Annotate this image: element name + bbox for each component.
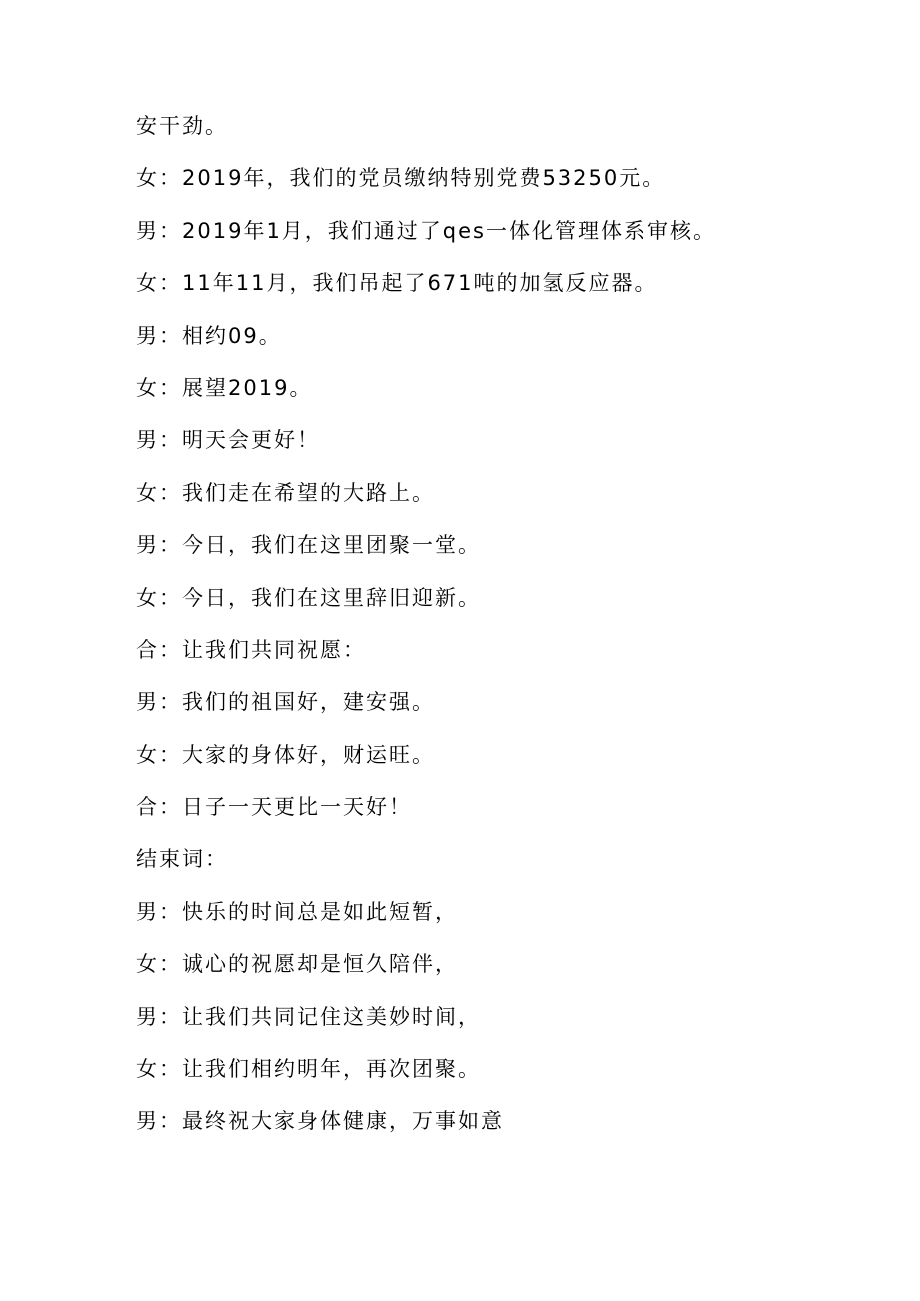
text-line: 女：诚心的祝愿却是恒久陪伴， — [136, 952, 458, 977]
text-line: 合：让我们共同祝愿： — [136, 637, 366, 662]
text-line: 女：我们走在希望的大路上。 — [136, 480, 435, 505]
text-line: 合：日子一天更比一天好！ — [136, 795, 412, 820]
text-line: 男：快乐的时间总是如此短暂， — [136, 899, 458, 924]
text-line: 女：大家的身体好，财运旺。 — [136, 742, 435, 767]
text-line: 男：2019年1月，我们通过了qes一体化管理体系审核。 — [136, 218, 716, 243]
text-line: 安干劲。 — [136, 114, 228, 138]
text-line: 男：最终祝大家身体健康，万事如意 — [136, 1109, 504, 1134]
text-line: 女：展望2019。 — [136, 375, 313, 400]
section-heading: 结束词： — [136, 847, 228, 872]
text-line: 女：2019年，我们的党员缴纳特别党费53250元。 — [136, 166, 666, 191]
text-line: 男：今日，我们在这里团聚一堂。 — [136, 533, 481, 558]
text-line: 女：让我们相约明年，再次团聚。 — [136, 1057, 481, 1082]
text-line: 女：今日，我们在这里辞旧迎新。 — [136, 585, 481, 610]
text-line: 男：让我们共同记住这美妙时间， — [136, 1004, 481, 1029]
text-line: 男：我们的祖国好，建安强。 — [136, 690, 435, 715]
text-line: 女：11年11月，我们吊起了671吨的加氢反应器。 — [136, 271, 658, 296]
text-line: 男：相约09。 — [136, 323, 282, 348]
text-line: 男：明天会更好！ — [136, 428, 320, 453]
script-text-block — [136, 108, 716, 1156]
